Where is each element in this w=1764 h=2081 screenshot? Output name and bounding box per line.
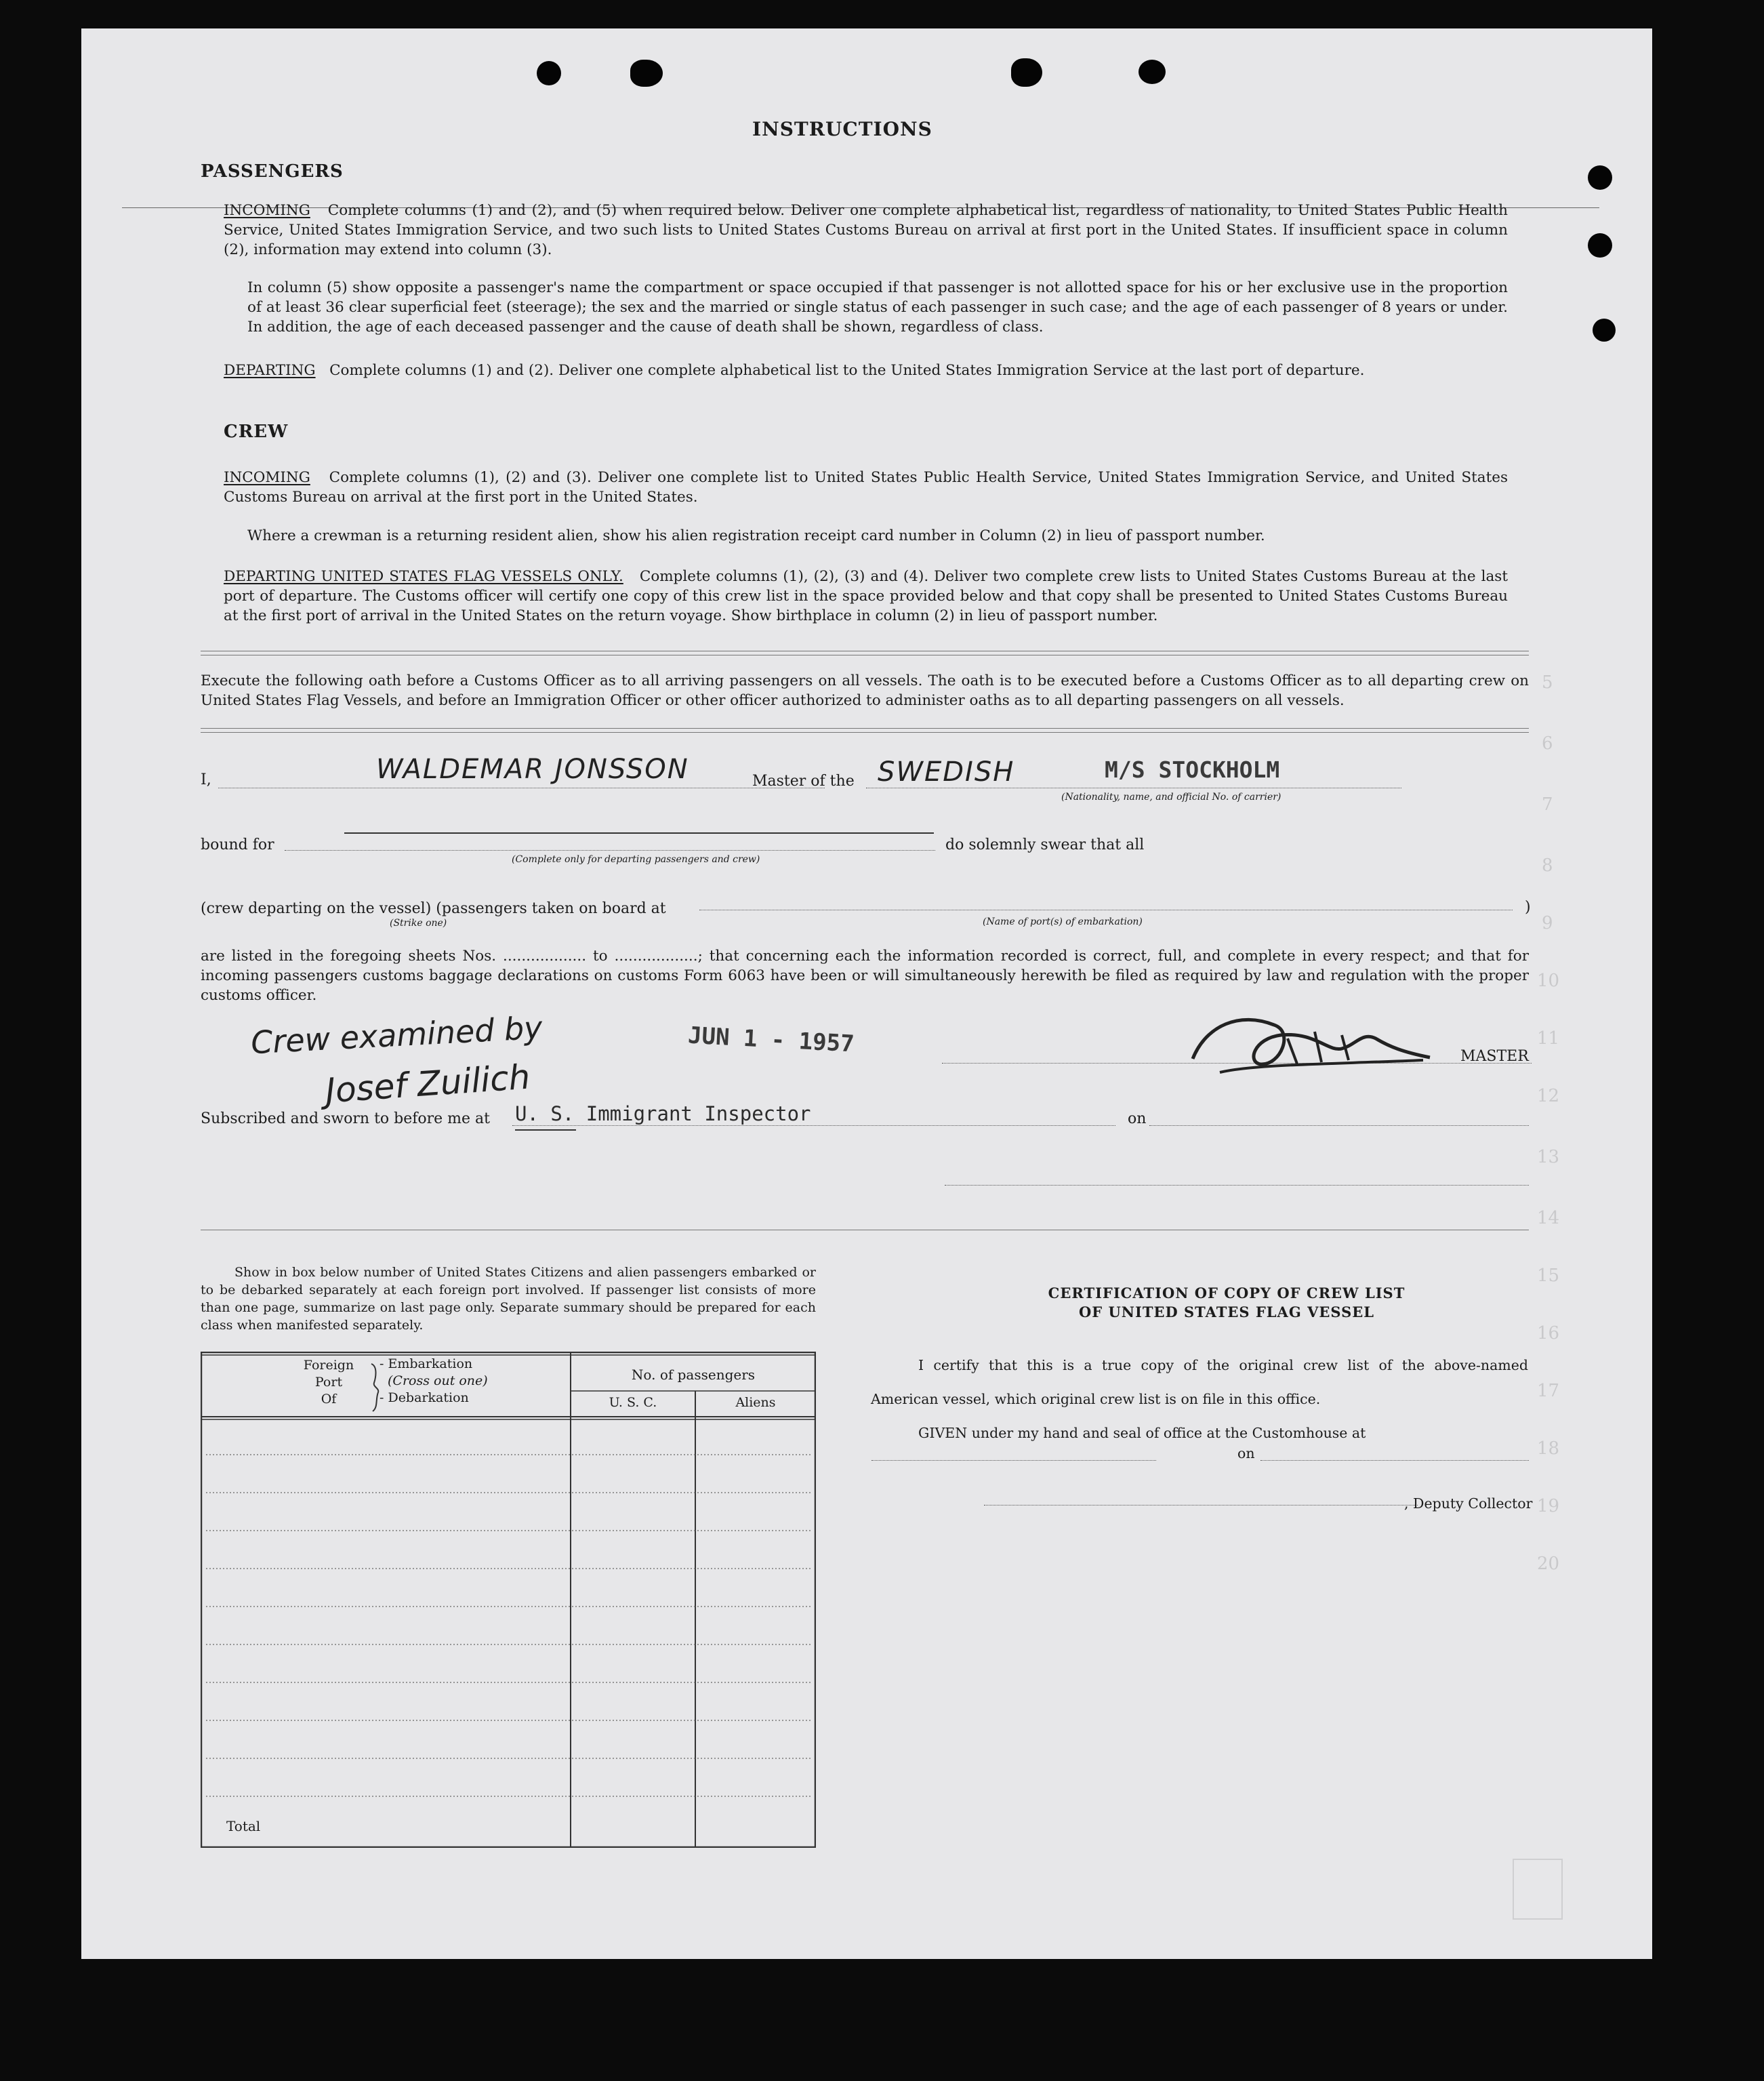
crew-incoming-block — [224, 468, 1508, 507]
close-paren: ) — [1525, 899, 1531, 916]
bleed-through-marks: 11 — [1537, 1028, 1560, 1049]
punch-hole — [1588, 233, 1612, 258]
vessel-field[interactable]: M/S STOCKHOLM — [1105, 756, 1280, 783]
punch-hole — [1593, 319, 1616, 342]
certification-on-label: on — [1237, 1445, 1255, 1461]
passengers-departing-block — [224, 361, 1508, 380]
vessel-caption: (Nationality, name, and official No. of carrier) — [1061, 792, 1281, 803]
document-page — [81, 28, 1652, 1959]
certification-title — [956, 1284, 1498, 1322]
punch-hole — [537, 61, 561, 85]
bleed-through-marks: 6 — [1542, 733, 1553, 754]
crew-incoming-text: Complete columns (1), (2) and (3). Deliver one complete list to United States Public Health Service, United States Immigration Service, and United States Customs Bureau on arrival at the first port in the United States. — [224, 469, 1508, 506]
master-signature — [1179, 984, 1437, 1099]
date-stamp: JUN 1 - 1957 — [687, 1022, 855, 1058]
summary-instructions: Show in box below number of United States Citizens and alien passengers embarked or to be debarked separately at each foreign port involved. If passenger list consists of more than one page, summarize on last page only. Separate summary should be prepared for each class when manifested separately. — [201, 1265, 816, 1333]
punch-hole — [1588, 165, 1612, 190]
bleed-through-marks: 9 — [1542, 913, 1553, 933]
punch-hole — [1011, 58, 1042, 87]
ports-caption: (Name of port(s) of embarkation) — [983, 916, 1143, 927]
given-line: GIVEN under my hand and seal of office at the Customhouse at — [918, 1425, 1366, 1441]
punch-hole — [630, 60, 663, 87]
of-label: Of — [321, 1392, 337, 1407]
sheets-to-blank[interactable]: .................. — [614, 948, 698, 965]
embark-debark-label — [380, 1356, 488, 1407]
bleed-through-marks: 18 — [1537, 1438, 1560, 1459]
master-label: MASTER — [1460, 1048, 1529, 1065]
bleed-through-marks: 8 — [1542, 855, 1553, 876]
crew-departing-text: Complete columns (1), (2), (3) and (4). Deliver two complete crew lists to United States Customs Bureau at the last port of departure. The Customs officer will certify one copy of this crew list in the space provided below and that copy shall be presented to United States Customs Bureau at the first port of arrival in the United States on the return voyage. Show birthplace in column (2) in lieu of passport number. — [224, 568, 1508, 624]
deputy-collector-label: , Deputy Collector — [1404, 1495, 1533, 1512]
strike-one-caption: (Strike one) — [390, 918, 447, 929]
bleed-through-box — [1513, 1859, 1563, 1920]
crew-heading: CREW — [224, 422, 289, 442]
certify-line1: I certify that this is a true copy of the original crew list of the above-named — [918, 1357, 1528, 1373]
page-title: INSTRUCTIONS — [752, 118, 932, 140]
i-label: I, — [201, 771, 211, 788]
subscribed-place-line — [512, 1125, 1115, 1126]
bound-for-strike — [344, 832, 934, 834]
certification-title-line2: OF UNITED STATES FLAG VESSEL — [1078, 1304, 1375, 1320]
cross-out-caption: (Cross out one) — [388, 1373, 488, 1388]
passengers-incoming-block — [224, 201, 1508, 260]
officer-line — [945, 1185, 1529, 1186]
embarkation-label[interactable]: - Embarkation — [380, 1356, 473, 1371]
sheets-from-blank[interactable]: .................. — [503, 948, 587, 965]
certification-title-line1: CERTIFICATION OF COPY OF CREW LIST — [1048, 1285, 1406, 1301]
total-label: Total — [226, 1818, 261, 1834]
bleed-through-marks: 20 — [1537, 1554, 1560, 1574]
crew-examined-note: Crew examined by — [249, 1009, 543, 1062]
passengers-departing-label: DEPARTING — [224, 362, 316, 379]
section-divider — [201, 728, 1529, 729]
master-name-field[interactable]: WALDEMAR JONSSON — [376, 754, 689, 785]
bleed-through-marks: 7 — [1542, 794, 1553, 815]
debarkation-label[interactable]: - Debarkation — [380, 1390, 469, 1405]
bleed-through-marks: 17 — [1537, 1381, 1560, 1401]
foreign-port-label — [285, 1357, 373, 1408]
sheets-text-1: are listed in the foregoing sheets Nos. — [201, 948, 497, 965]
bleed-through-marks: 15 — [1537, 1266, 1560, 1286]
passengers-incoming-text: Complete columns (1) and (2), and (5) when required below. Deliver one complete alphabetical list, regardless of nationality, to United States Public Health Service, United States Immigration Service, and two such lists to United States Customs Bureau on arrival at first port in the United States. If insufficient space in column (2), information may extend into column (3). — [224, 202, 1508, 258]
certification-date-line — [1260, 1460, 1529, 1461]
aliens-header: Aliens — [735, 1395, 776, 1410]
bound-for-label: bound for — [201, 836, 274, 853]
crew-departing-label: (crew departing on the vessel) (passengers taken on board at — [201, 900, 666, 917]
certify-line2: American vessel, which original crew list is on file in this office. — [871, 1391, 1321, 1407]
passengers-incoming-label: INCOMING — [224, 202, 310, 219]
bleed-through-marks: 10 — [1537, 971, 1560, 991]
crew-departing-label: DEPARTING UNITED STATES FLAG VESSELS ONLY. — [224, 568, 623, 585]
usc-header: U. S. C. — [609, 1395, 657, 1410]
bleed-through-marks: 14 — [1537, 1208, 1560, 1228]
bleed-through-marks: 12 — [1537, 1086, 1560, 1106]
oath-intro: Execute the following oath before a Customs Officer as to all arriving passengers on all vessels. The oath is to be executed before a Customs Officer as to all departing crew on United States Flag Vessels, and before an Immigration Officer or other officer authorized to administer oaths as to all departing passengers on all vessels. — [201, 672, 1529, 709]
passengers-departing-text: Complete columns (1) and (2). Deliver one complete alphabetical list to the United States Immigration Service at the last port of departure. — [329, 362, 1365, 379]
bound-for-line — [285, 850, 935, 851]
port-label: Port — [314, 1375, 343, 1390]
subscribed-date-line — [1149, 1125, 1529, 1126]
bleed-through-marks: 16 — [1537, 1323, 1560, 1343]
bleed-through-marks: 5 — [1542, 672, 1553, 693]
crew-returning-text: Where a crewman is a returning resident alien, show his alien registration receipt card number in Column (2) in lieu of passport number. — [247, 527, 1265, 544]
crew-departing-block — [224, 567, 1508, 626]
sheets-to-label: to — [593, 948, 608, 965]
subscribed-place-field[interactable]: U. S. Immigrant Inspector — [515, 1102, 811, 1125]
passengers-column5-text: In column (5) show opposite a passenger's name the compartment or space occupied if that passenger is not allotted space for his or her exclusive use in the proportion of at least 36 clear superficial feet (steerage); the sex and the married or single status of each passenger in such case; and the age of each passenger of 8 years or under. In addition, the age of each deceased passenger and the cause of death shall be shown, regardless of class. — [247, 279, 1508, 336]
crew-incoming-label: INCOMING — [224, 469, 310, 486]
customhouse-line — [871, 1460, 1156, 1461]
summary-table-grid — [201, 1352, 816, 1848]
foreign-label: Foreign — [303, 1358, 354, 1373]
bleed-through-marks: 19 — [1537, 1496, 1560, 1516]
nationality-field[interactable]: SWEDISH — [878, 756, 1015, 788]
examiner-signature: Josef Zuilich — [324, 1057, 532, 1111]
passengers-heading: PASSENGERS — [201, 161, 344, 182]
section-divider — [201, 732, 1529, 733]
deputy-signature-line — [984, 1505, 1418, 1506]
bleed-through-marks: 13 — [1537, 1147, 1560, 1167]
master-of-label: Master of the — [752, 773, 855, 790]
punch-hole — [1139, 60, 1166, 84]
no-of-passengers-header: No. of passengers — [631, 1367, 756, 1383]
swear-label: do solemnly swear that all — [945, 836, 1145, 853]
sheets-text-2: ; that concerning each the information recorded is correct, full, and complete in every respect; and that for incoming passengers customs baggage declarations on customs Form 6063 have been or will simultaneously herewith be filed as required by law and regulation with the proper customs officer. — [201, 948, 1529, 1004]
bound-for-caption: (Complete only for departing passengers and crew) — [512, 854, 760, 865]
stamp-underline — [515, 1129, 576, 1131]
subscribed-on-label: on — [1128, 1110, 1147, 1127]
subscribed-label: Subscribed and sworn to before me at — [201, 1110, 491, 1127]
